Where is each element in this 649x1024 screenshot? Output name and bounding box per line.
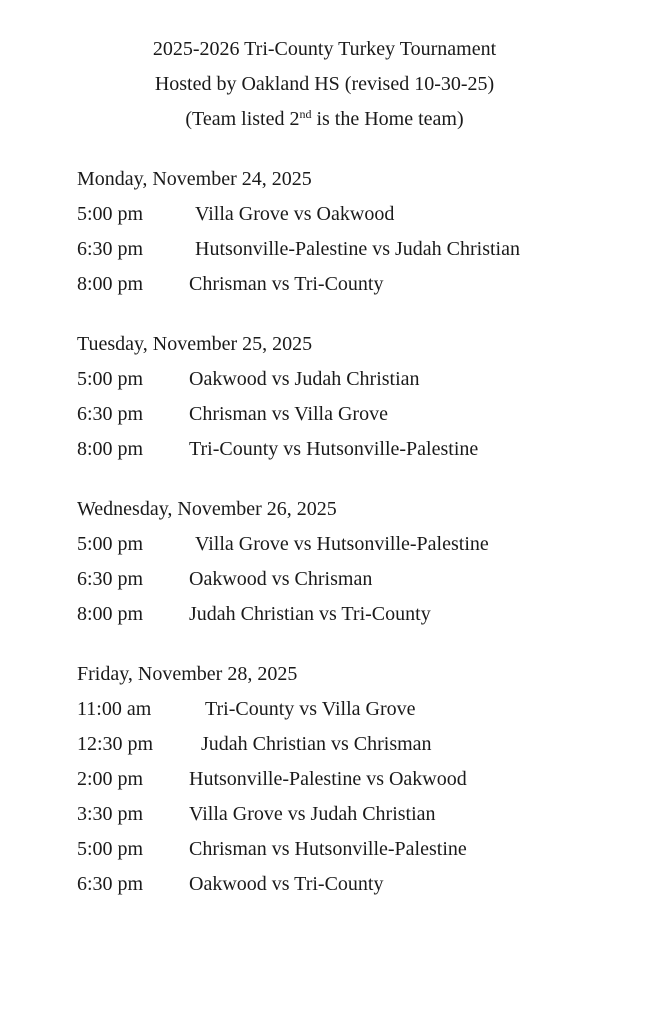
- day-section-tuesday: [77, 329, 637, 469]
- game-time: 5:00 pm: [77, 838, 144, 860]
- game-time: 5:00 pm: [77, 203, 144, 225]
- game-time: 12:30 pm: [77, 733, 154, 755]
- game-row: [77, 729, 637, 764]
- game-matchup: Chrisman vs Villa Grove: [189, 403, 388, 425]
- note-superscript: nd: [299, 107, 312, 121]
- game-matchup: Tri-County vs Hutsonville-Palestine: [189, 438, 479, 460]
- game-row: [77, 764, 637, 799]
- game-matchup: Chrisman vs Hutsonville-Palestine: [189, 838, 467, 860]
- game-time: 8:00 pm: [77, 603, 144, 625]
- game-time: 6:30 pm: [77, 403, 144, 425]
- game-matchup: Judah Christian vs Chrisman: [201, 733, 432, 755]
- game-row: [77, 599, 637, 634]
- game-time: 6:30 pm: [77, 568, 144, 590]
- host-line: Hosted by Oakland HS (revised 10-30-25): [154, 73, 495, 95]
- game-time: 8:00 pm: [77, 438, 144, 460]
- game-time: 5:00 pm: [77, 368, 144, 390]
- day-title: Monday, November 24, 2025: [77, 168, 312, 190]
- note-suffix: is the Home team): [311, 108, 464, 130]
- game-matchup: Judah Christian vs Tri-County: [189, 603, 431, 625]
- game-matchup: Villa Grove vs Hutsonville-Palestine: [195, 533, 489, 555]
- game-matchup: Villa Grove vs Judah Christian: [189, 803, 436, 825]
- game-row: [77, 434, 637, 469]
- game-matchup: Tri-County vs Villa Grove: [205, 698, 416, 720]
- game-matchup: Oakwood vs Judah Christian: [189, 368, 420, 390]
- game-row: [77, 199, 637, 234]
- game-time: 8:00 pm: [77, 273, 144, 295]
- game-matchup: Hutsonville-Palestine vs Oakwood: [189, 768, 467, 790]
- document-header: [0, 34, 649, 139]
- game-row: [77, 869, 637, 904]
- game-row: [77, 564, 637, 599]
- game-time: 3:30 pm: [77, 803, 144, 825]
- game-time: 5:00 pm: [77, 533, 144, 555]
- game-row: [77, 694, 637, 729]
- day-section-friday: [77, 659, 637, 904]
- game-matchup: Villa Grove vs Oakwood: [195, 203, 395, 225]
- day-title: Friday, November 28, 2025: [77, 663, 298, 685]
- game-row: [77, 364, 637, 399]
- game-matchup: Oakwood vs Tri-County: [189, 873, 384, 895]
- day-section-wednesday: [77, 494, 637, 634]
- game-row: [77, 834, 637, 869]
- day-title: Tuesday, November 25, 2025: [77, 333, 313, 355]
- home-team-note: [0, 104, 649, 139]
- game-matchup: Hutsonville-Palestine vs Judah Christian: [195, 238, 520, 260]
- game-row: [77, 234, 637, 269]
- game-matchup: Chrisman vs Tri-County: [189, 273, 384, 295]
- day-section-monday: [77, 164, 637, 304]
- game-row: [77, 269, 637, 304]
- game-time: 2:00 pm: [77, 768, 144, 790]
- game-time: 6:30 pm: [77, 238, 144, 260]
- game-time: 6:30 pm: [77, 873, 144, 895]
- game-time: 11:00 am: [77, 698, 152, 720]
- game-row: [77, 529, 637, 564]
- note-prefix: (Team listed 2: [185, 108, 300, 130]
- day-title: Wednesday, November 26, 2025: [77, 498, 337, 520]
- game-matchup: Oakwood vs Chrisman: [189, 568, 373, 590]
- game-row: [77, 399, 637, 434]
- tournament-title: 2025-2026 Tri-County Turkey Tournament: [152, 38, 497, 60]
- game-row: [77, 799, 637, 834]
